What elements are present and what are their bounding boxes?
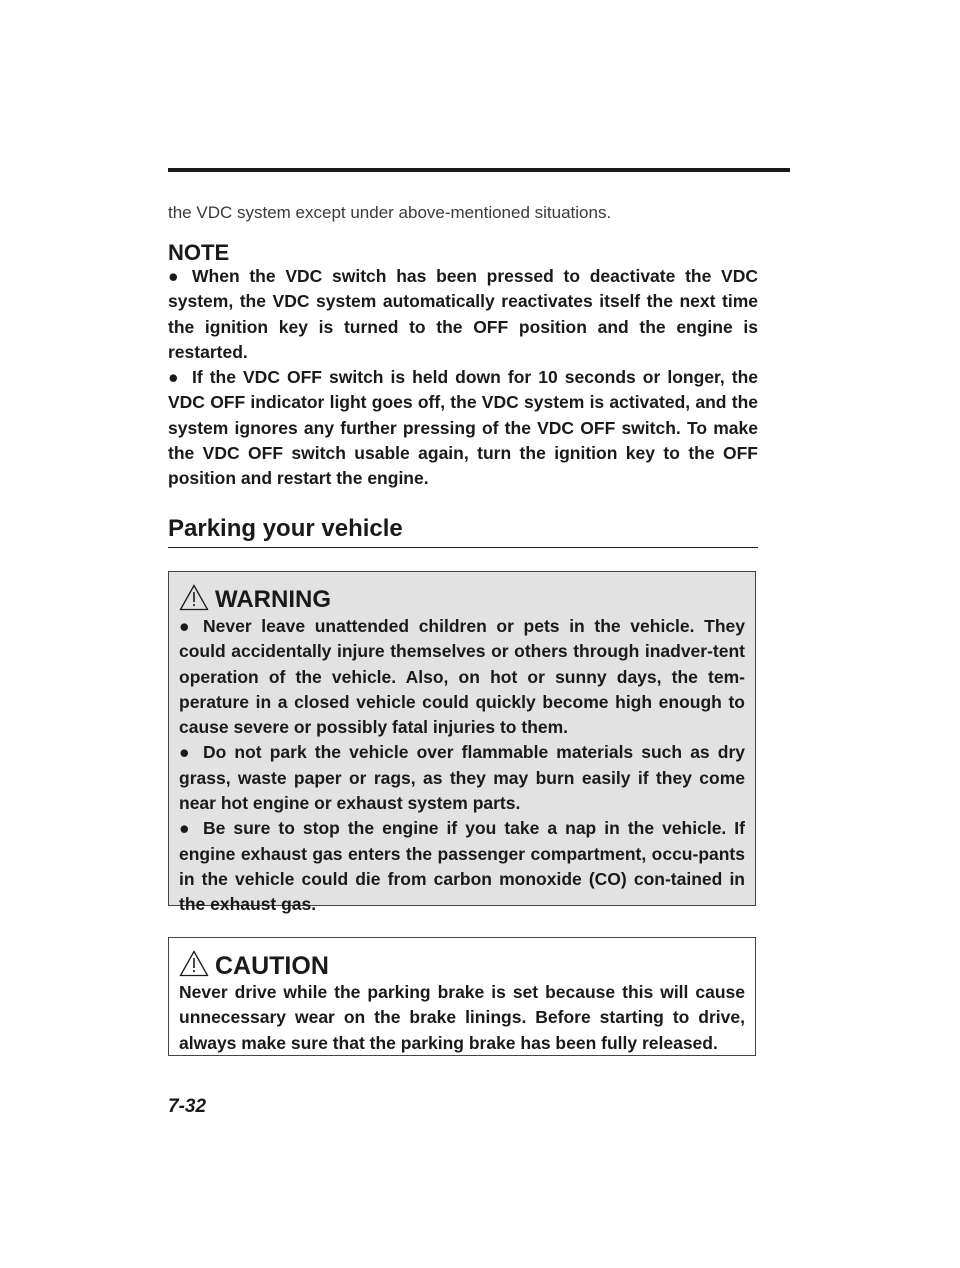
note-title: NOTE	[168, 240, 230, 265]
bullet-icon: ●	[179, 742, 190, 763]
warning-title: WARNING	[215, 586, 331, 613]
intro-text: the VDC system except under above-mentioned situations.	[168, 203, 612, 222]
section-rule	[168, 547, 758, 548]
bullet-icon: ●	[179, 616, 190, 636]
warning-item-text: Be sure to stop the engine if you take a nap in the vehicle. If engine exhaust gas enters the passenger compartment, occu-pants in the vehicle could die from carbon monoxide (CO) con-tained in the exhaust gas.	[179, 818, 745, 915]
bullet-icon: ●	[179, 818, 190, 839]
caution-body	[179, 980, 745, 1056]
section-title: Parking your vehicle	[168, 515, 403, 542]
warning-box	[168, 571, 756, 915]
warning-item-text: Never leave unattended children or pets in the vehicle. They could accidentally injure themselves or others through inadver-tent operation of the vehicle. Also, on hot or sunny days, the tem-perature in a closed vehicle could quickly become high enough to cause severe or possibly fatal injuries to them.	[179, 616, 745, 738]
caution-header	[179, 938, 745, 980]
note-items	[168, 264, 758, 492]
warning-triangle-icon	[179, 950, 209, 977]
page-number: 7-32	[168, 1096, 207, 1117]
top-rule	[168, 168, 790, 172]
note-item-text: If the VDC OFF switch is held down for 10 seconds or longer, the VDC OFF indicator light goes off, the VDC system is activated, and the system ignores any further pressing of the VDC OFF switch. To make the VDC OFF switch usable again, turn the ignition key to the OFF position and restart the engine.	[168, 367, 758, 489]
warning-item	[179, 614, 745, 740]
warning-item	[179, 740, 745, 816]
caution-box	[168, 937, 756, 1056]
caution-text: Never drive while the parking brake is set because this will cause unnecessary wear on the brake linings. Before starting to drive, always make sure that the parking brake has been fully released.	[179, 982, 745, 1053]
warning-header	[179, 572, 745, 614]
warning-items	[179, 614, 745, 918]
caution-title: CAUTION	[215, 952, 329, 980]
warning-triangle-icon	[179, 584, 209, 611]
warning-item	[179, 816, 745, 917]
bullet-icon: ●	[168, 266, 179, 286]
bullet-icon: ●	[168, 367, 179, 388]
note-item-text: When the VDC switch has been pressed to deactivate the VDC system, the VDC system automatically reactivates itself the next time the ignition key is turned to the OFF position and the engine is restarted.	[168, 266, 758, 362]
note-item	[168, 264, 758, 365]
note-item	[168, 365, 758, 491]
warning-item-text: Do not park the vehicle over flammable materials such as dry grass, waste paper or rags, as they may burn easily if they come near hot engine or exhaust system parts.	[179, 742, 745, 814]
